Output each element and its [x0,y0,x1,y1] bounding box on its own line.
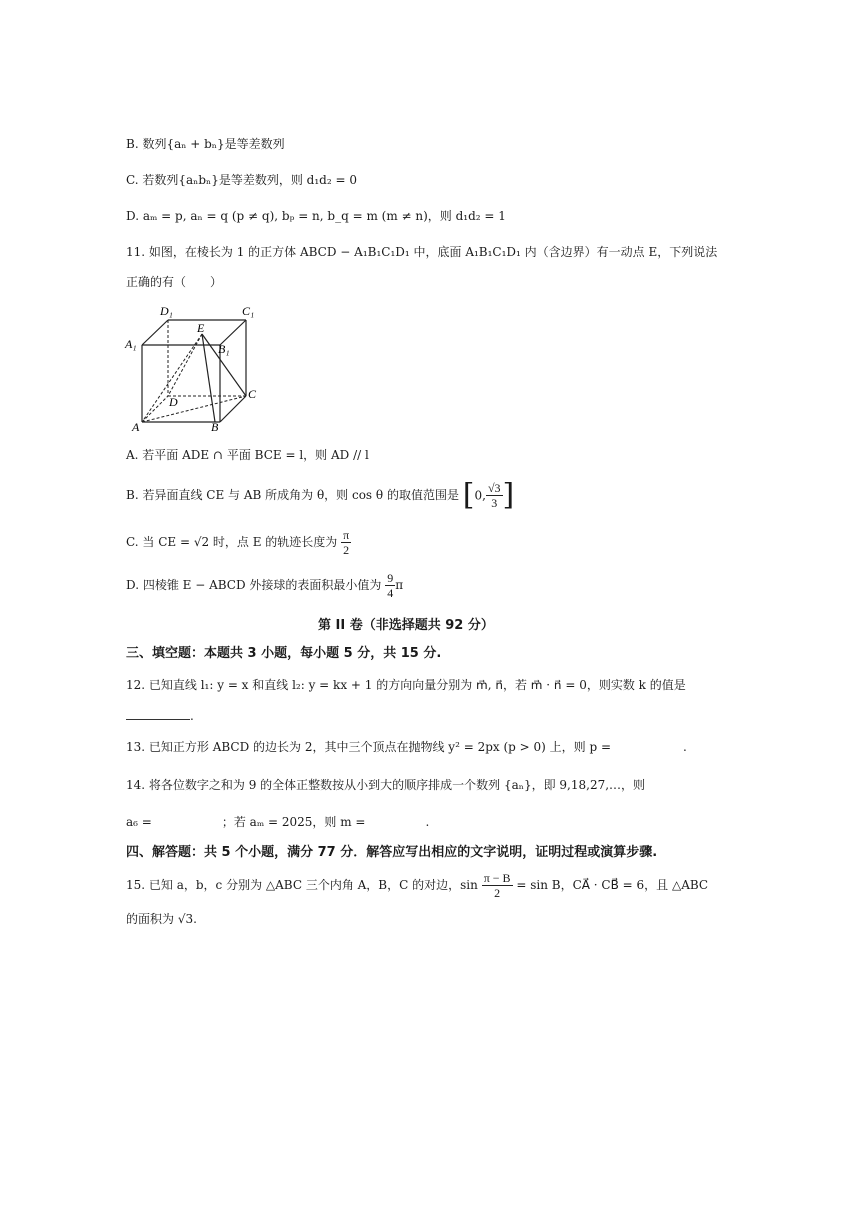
part2-title: 第 II 卷（非选择题共 92 分） [318,618,494,633]
label-b1: B₁ [218,342,230,356]
q11-stem-line1: 11. 如图，在棱长为 1 的正方体 ABCD − A₁B₁C₁D₁ 中，底面 A₁B₁C₁D₁ 内（含边界）有一动点 E，下列说法 [126,245,718,259]
q15-line2: 的面积为 √3. [126,912,197,926]
q11-option-d: D. 四棱锥 E − ABCD 外接球的表面积最小值为 $\frac{9}{4}$ π [126,571,404,600]
q12-line2: . [126,707,194,725]
cube-figure [120,300,270,435]
q12-line1: 12. 已知直线 l₁: y = x 和直线 l₂: y = kx + 1 的方向向量分别为 m⃗, n⃗，若 m⃗ · n⃗ = 0，则实数 k 的值是 [126,678,686,692]
q11-option-c: C. 当 CE = √2 时，点 E 的轨迹长度为 $\frac{\pi}{2}$ [126,528,350,557]
q11-option-a: A. 若平面 ADE ∩ 平面 BCE = l，则 AD // l [126,448,369,462]
cos-upper-bound: $\frac{√3}{3}$ [487,481,501,510]
q13-line: 13. 已知正方形 ABCD 的边长为 2，其中三个顶点在抛物线 y² = 2px (p > 0) 上，则 p = . [126,740,687,754]
label-c: C [248,387,257,401]
label-d1: D₁ [160,304,173,318]
q11-stem-line2: 正确的有（ ） [126,275,223,289]
trajectory-length: $\frac{\pi}{2}$ [343,528,350,557]
section4-title: 四、解答题：共 5 个小题，满分 77 分．解答应写出相应的文字说明，证明过程或演算步骤. [126,845,658,860]
q14-line1: 14. 将各位数字之和为 9 的全体正整数按从小到大的顺序排成一个数列 {aₙ}，即 9,18,27,…，则 [126,778,646,792]
option-c: C. 若数列{aₙbₙ}是等差数列，则 d₁d₂ = 0 [126,173,357,187]
section3-title: 三、填空题：本题共 3 小题，每小题 5 分，共 15 分. [126,646,442,661]
label-c1: C₁ [242,304,255,318]
option-d: D. aₘ = p, aₙ = q (p ≠ q), bₚ = n, b_q = m (m ≠ n)，则 d₁d₂ = 1 [126,209,506,223]
label-e: E [197,321,205,335]
option-b: B. 数列{aₙ + bₙ}是等差数列 [126,137,285,151]
q15-line1: 15. 已知 a，b，c 分别为 △ABC 三个内角 A，B，C 的对边，sin $\frac{\pi - B}{2}$ = sin B，CA⃗ · CB⃗ = 6，且 △ABC [126,871,709,900]
q14-line2: a₆ = ；若 aₘ = 2025，则 m = . [126,815,430,829]
min-surface-area: $\frac{9}{4}$ [387,571,394,600]
label-a1: A₁ [125,337,137,351]
label-d: D [169,395,178,409]
label-b: B [211,420,219,434]
q15-fraction: $\frac{\pi - B}{2}$ [483,871,511,900]
q12-answer-blank[interactable] [126,719,190,720]
label-a: A [132,420,140,434]
q11-option-b: B. 若异面直线 CE 与 AB 所成角为 θ，则 cos θ 的取值范围是 [0, $\frac{√3}{3}$ ] [126,477,515,513]
